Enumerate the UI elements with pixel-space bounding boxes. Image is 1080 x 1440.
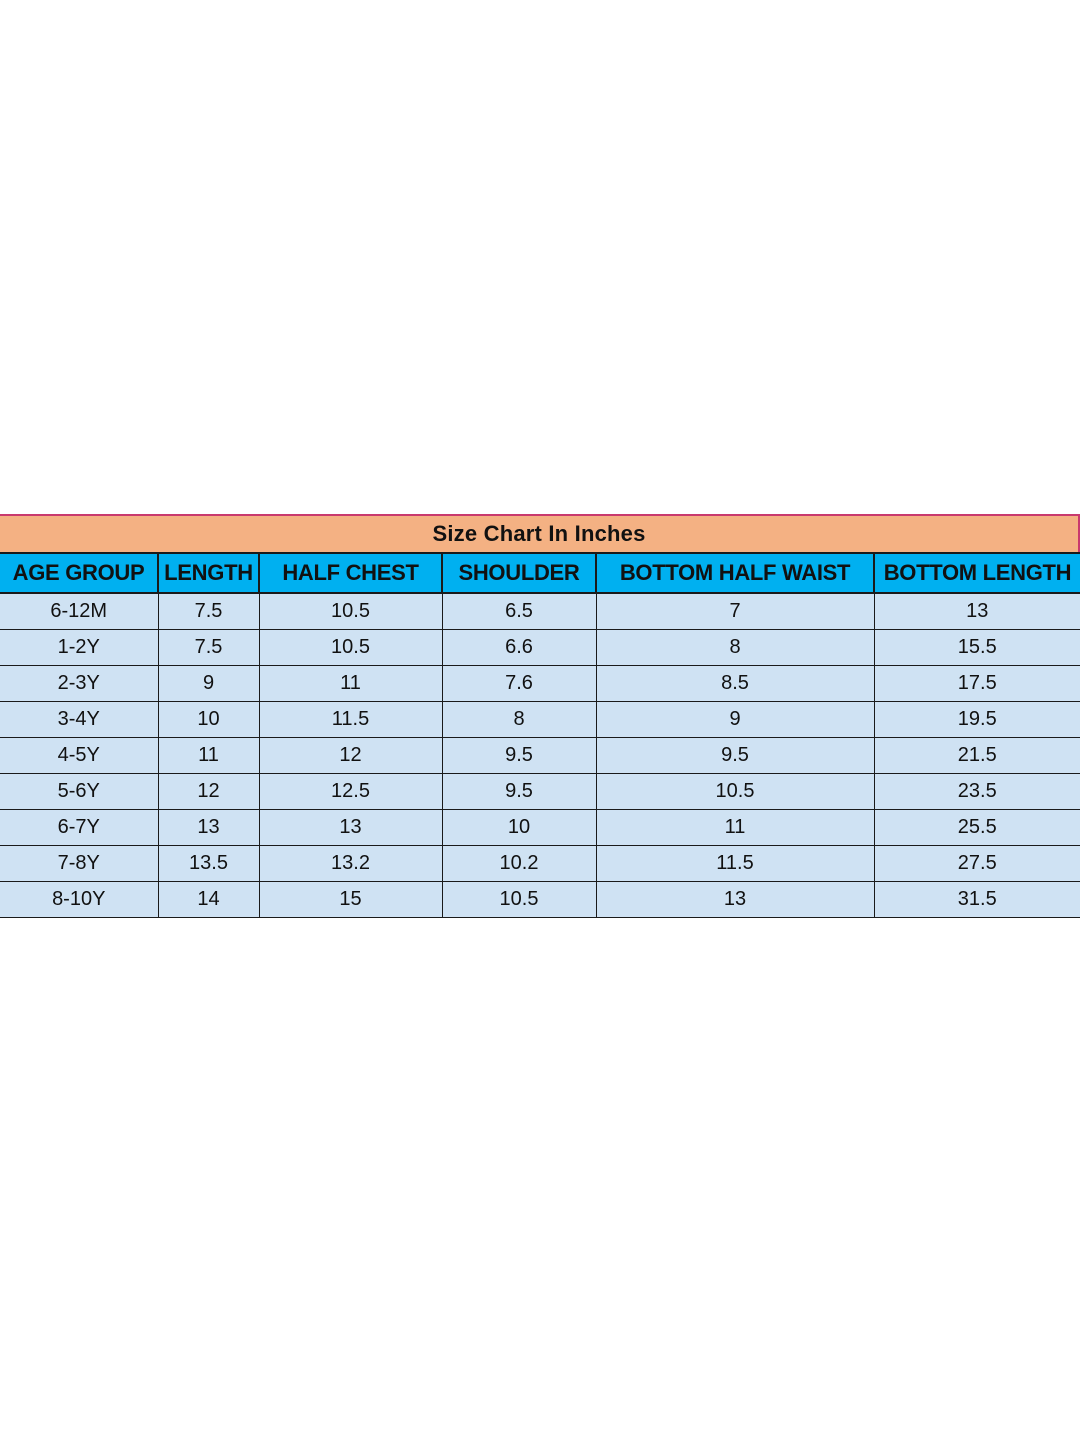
cell-bottom-length: 25.5 bbox=[874, 810, 1080, 846]
cell-length: 7.5 bbox=[158, 630, 259, 666]
header-shoulder: SHOULDER bbox=[442, 553, 596, 593]
cell-bottom-half-waist: 13 bbox=[596, 882, 874, 918]
cell-age-group: 8-10Y bbox=[0, 882, 158, 918]
cell-bottom-half-waist: 7 bbox=[596, 593, 874, 630]
table-row bbox=[0, 593, 1080, 630]
cell-half-chest: 13 bbox=[259, 810, 442, 846]
cell-shoulder: 10 bbox=[442, 810, 596, 846]
header-bottom-half-waist: BOTTOM HALF WAIST bbox=[596, 553, 874, 593]
cell-half-chest: 12 bbox=[259, 738, 442, 774]
cell-half-chest: 11 bbox=[259, 666, 442, 702]
cell-half-chest: 12.5 bbox=[259, 774, 442, 810]
cell-bottom-length: 17.5 bbox=[874, 666, 1080, 702]
cell-half-chest: 10.5 bbox=[259, 593, 442, 630]
cell-length: 11 bbox=[158, 738, 259, 774]
cell-shoulder: 10.2 bbox=[442, 846, 596, 882]
cell-bottom-half-waist: 9 bbox=[596, 702, 874, 738]
cell-bottom-length: 27.5 bbox=[874, 846, 1080, 882]
cell-age-group: 5-6Y bbox=[0, 774, 158, 810]
cell-bottom-half-waist: 8.5 bbox=[596, 666, 874, 702]
cell-shoulder: 8 bbox=[442, 702, 596, 738]
cell-length: 7.5 bbox=[158, 593, 259, 630]
cell-age-group: 6-7Y bbox=[0, 810, 158, 846]
header-row bbox=[0, 553, 1080, 593]
table-row bbox=[0, 882, 1080, 918]
cell-bottom-half-waist: 9.5 bbox=[596, 738, 874, 774]
cell-shoulder: 9.5 bbox=[442, 738, 596, 774]
cell-length: 14 bbox=[158, 882, 259, 918]
cell-bottom-length: 15.5 bbox=[874, 630, 1080, 666]
size-chart-body bbox=[0, 593, 1080, 918]
cell-bottom-length: 21.5 bbox=[874, 738, 1080, 774]
table-row bbox=[0, 702, 1080, 738]
cell-bottom-length: 23.5 bbox=[874, 774, 1080, 810]
size-chart-table bbox=[0, 552, 1080, 918]
table-row bbox=[0, 846, 1080, 882]
header-age-group: AGE GROUP bbox=[0, 553, 158, 593]
table-row bbox=[0, 630, 1080, 666]
cell-age-group: 1-2Y bbox=[0, 630, 158, 666]
cell-age-group: 2-3Y bbox=[0, 666, 158, 702]
cell-bottom-length: 19.5 bbox=[874, 702, 1080, 738]
cell-bottom-half-waist: 8 bbox=[596, 630, 874, 666]
table-row bbox=[0, 774, 1080, 810]
cell-age-group: 6-12M bbox=[0, 593, 158, 630]
size-chart bbox=[0, 514, 1080, 918]
cell-length: 10 bbox=[158, 702, 259, 738]
cell-shoulder: 9.5 bbox=[442, 774, 596, 810]
cell-shoulder: 10.5 bbox=[442, 882, 596, 918]
cell-bottom-length: 31.5 bbox=[874, 882, 1080, 918]
cell-half-chest: 10.5 bbox=[259, 630, 442, 666]
cell-length: 12 bbox=[158, 774, 259, 810]
size-chart-title: Size Chart In Inches bbox=[0, 514, 1080, 552]
cell-bottom-half-waist: 11 bbox=[596, 810, 874, 846]
cell-age-group: 4-5Y bbox=[0, 738, 158, 774]
header-half-chest: HALF CHEST bbox=[259, 553, 442, 593]
cell-bottom-half-waist: 10.5 bbox=[596, 774, 874, 810]
cell-bottom-length: 13 bbox=[874, 593, 1080, 630]
cell-age-group: 7-8Y bbox=[0, 846, 158, 882]
cell-shoulder: 6.6 bbox=[442, 630, 596, 666]
cell-shoulder: 7.6 bbox=[442, 666, 596, 702]
cell-length: 13.5 bbox=[158, 846, 259, 882]
cell-half-chest: 13.2 bbox=[259, 846, 442, 882]
cell-age-group: 3-4Y bbox=[0, 702, 158, 738]
table-row bbox=[0, 738, 1080, 774]
table-row bbox=[0, 810, 1080, 846]
cell-half-chest: 15 bbox=[259, 882, 442, 918]
table-row bbox=[0, 666, 1080, 702]
cell-bottom-half-waist: 11.5 bbox=[596, 846, 874, 882]
header-length: LENGTH bbox=[158, 553, 259, 593]
cell-half-chest: 11.5 bbox=[259, 702, 442, 738]
cell-shoulder: 6.5 bbox=[442, 593, 596, 630]
cell-length: 9 bbox=[158, 666, 259, 702]
header-bottom-length: BOTTOM LENGTH bbox=[874, 553, 1080, 593]
cell-length: 13 bbox=[158, 810, 259, 846]
